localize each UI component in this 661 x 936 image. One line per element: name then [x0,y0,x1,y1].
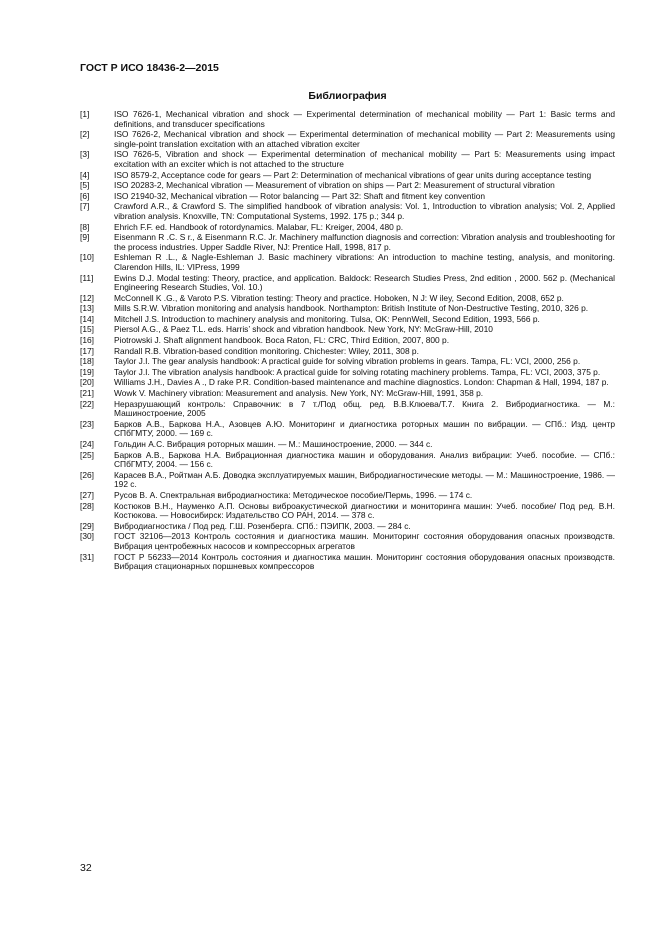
bibliography-entry-text: Ehrich F.F. ed. Handbook of rotordynamics. Malabar, FL: Kreiger, 2004, 480 p. [114,221,404,232]
bibliography-entry-text: Карасев В.А., Ройтман А.Б. Доводка эксплуатируемых машин, Вибродиагностические методы. — М.: Машиностроение, 1986. — 192 с. [114,469,615,490]
bibliography-entry [80,368,615,378]
bibliography-entry-number: [5] [80,180,90,191]
bibliography-entry [80,451,615,470]
bibliography-entry-text: ISO 7626-2, Mechanical vibration and shock — Experimental determination of mechanical mobility — Part 2: Measurements using single-point translation excitation with an attached vibration exciter [114,129,615,149]
bibliography-entry [80,532,615,551]
bibliography-entry-text: Randall R.B. Vibration-based condition monitoring. Chichester: Wiley, 2011, 308 p. [114,345,419,356]
bibliography-entry-number: [18] [80,356,94,367]
bibliography-list [80,110,615,573]
bibliography-entry-text: ISO 7626-5, Vibration and shock — Experimental determination of mechanical mobility — Part 5: Measurements using impact excitation with an exciter which is not attached to the structure [114,149,615,169]
bibliography-entry-text: Eshleman R .L., & Nagle-Eshleman J. Basic machinery vibrations: An introduction to machine testing, analysis, and monitoring. Clarendon Hills, IL: VIPress, 1999 [114,252,615,272]
bibliography-entry-text: Wowk V. Machinery vibration: Measurement and analysis. New York, NY: McGraw-Hill, 1991, 358 p. [114,388,484,399]
bibliography-entry [80,181,615,191]
bibliography-entry-text: Барков А.В., Баркова Н.А. Вибрационная диагностика машин и оборудования. Анализ вибрации: Учеб. пособие. — СПб.: СПбГМТУ, 2004. — 156 с. [114,449,615,470]
bibliography-entry [80,274,615,293]
bibliography-entry [80,389,615,399]
bibliography-entry [80,202,615,221]
bibliography-entry-number: [13] [80,303,94,314]
bibliography-entry-number: [21] [80,388,94,399]
bibliography-entry [80,502,615,521]
bibliography-entry [80,553,615,572]
bibliography-entry [80,130,615,149]
bibliography-entry-number: [11] [80,272,94,283]
bibliography-entry [80,357,615,367]
bibliography-entry [80,420,615,439]
bibliography-entry-text: Eisenmann R .C. S r., & Eisenmann R.C. Jr. Machinery malfunction diagnosis and correction: Vibration analysis and troubleshooting for the process industries. Upper Saddle River, NJ: Prentice Hall, 1998, 817 p. [114,232,615,252]
bibliography-entry-number: [28] [80,500,94,511]
bibliography-entry-number: [15] [80,324,94,335]
bibliography-entry-number: [12] [80,292,94,303]
bibliography-entry-text: Костюков В.Н., Науменко А.П. Основы виброакустической диагностики и мониторинга машин: Учеб. пособие/ Под ред. В.Н. Костюкова. — Новосибирск: Издательство СО РАН, 2014. — 378 с. [114,500,615,521]
bibliography-entry [80,522,615,532]
bibliography-entry [80,192,615,202]
bibliography-entry-number: [22] [80,398,94,409]
bibliography-entry-number: [8] [80,221,90,232]
bibliography-entry-text: Вибродиагностика / Под ред. Г.Ш. Розенберга. СПб.: ПЭИПК, 2003. — 284 с. [114,520,411,531]
bibliography-entry [80,336,615,346]
bibliography-entry-number: [31] [80,551,94,562]
bibliography-entry-text: ISO 20283-2, Mechanical vibration — Measurement of vibration on ships — Part 2: Measurement of structural vibration [114,180,555,191]
bibliography-entry-number: [4] [80,169,90,180]
bibliography-entry-number: [2] [80,129,90,140]
bibliography-entry [80,347,615,357]
bibliography-entry [80,325,615,335]
bibliography-entry-text: ISO 7626-1, Mechanical vibration and shock — Experimental determination of mechanical mobility — Part 1: Basic terms and definitions, and transducer specifications [114,109,615,129]
bibliography-entry-number: [29] [80,520,94,531]
bibliography-entry-number: [30] [80,531,94,542]
bibliography-entry-text: Williams J.H., Davies A ., D rake P.R. Condition-based maintenance and machine diagnostics. London: Chapman & Hall, 1994, 187 p. [114,377,609,388]
bibliography-entry [80,110,615,129]
bibliography-entry-text: Taylor J.I. The vibration analysis handbook: A practical guide for solving rotating machinery problems. Tampa, FL: VCI, 2003, 375 p. [114,366,601,377]
bibliography-entry-number: [17] [80,345,94,356]
bibliography-entry-text: Mills S.R.W. Vibration monitoring and analysis handbook. Northampton: British Institute of Non-Destructive Testing, 2010, 326 p. [114,303,589,314]
bibliography-entry-number: [7] [80,201,90,212]
bibliography-entry-text: Taylor J.I. The gear analysis handbook: A practical guide for solving vibration problems in gears. Tampa, FL: VCI, 2000, 256 p. [114,356,581,367]
bibliography-entry-number: [16] [80,335,94,346]
bibliography-entry [80,233,615,252]
bibliography-entry [80,471,615,490]
bibliography-entry [80,304,615,314]
bibliography-entry-number: [10] [80,252,94,263]
bibliography-entry-text: Русов В. А. Спектральная вибродиагностика: Методическое пособие/Пермь, 1996. — 174 с. [114,489,473,500]
bibliography-entry-text: ГОСТ 32106—2013 Контроль состояния и диагностика машин. Мониторинг состояния оборудования опасных производств. Вибрация центробежных насосов и компрессорных агрегатов [114,531,615,551]
bibliography-entry-number: [1] [80,109,90,119]
bibliography-entry-number: [26] [80,469,94,480]
bibliography-entry-text: Барков А.В., Баркова Н.А., Азовцев А.Ю. Мониторинг и диагностика роторных машин по вибрации. — СПб.: Изд. центр СПбГМТУ, 2000. — 169 с. [114,418,615,439]
bibliography-entry-number: [20] [80,377,94,388]
bibliography-entry-text: Ewins D.J. Modal testing: Theory, practice, and application. Baldock: Research Studies Press, 2nd edition , 2000. 562 p. (Mechanical Engineering Research Studies, Vol. 10.) [114,272,615,293]
bibliography-entry-text: Crawford A.R., & Crawford S. The simplified handbook of vibration analysis: Vol. 1, Introduction to vibration analysis; Vol. 2, Applied vibration analysis. Knoxville, TN: Computational Systems, 1992. 175 p.; 344 p. [114,201,615,221]
bibliography-entry [80,150,615,169]
bibliography-entry-number: [25] [80,449,94,460]
bibliography-entry-text: ISO 8579-2, Acceptance code for gears — Part 2: Determination of mechanical vibrations of gear units during acceptance testing [114,169,592,180]
bibliography-entry [80,294,615,304]
page-number: 32 [80,862,92,874]
bibliography-entry-number: [27] [80,489,94,500]
bibliography-entry-text: ISO 21940-32, Mechanical vibration — Rotor balancing — Part 32: Shaft and fitment key convention [114,190,486,201]
bibliography-entry [80,440,615,450]
bibliography-entry-number: [6] [80,190,90,201]
bibliography-entry-number: [14] [80,313,94,324]
bibliography-entry-text: McConnell K .G., & Varoto P.S. Vibration testing: Theory and practice. Hoboken, N J: W iley, Second Edition, 2008, 652 p. [114,292,564,303]
standard-designation: ГОСТ Р ИСО 18436-2—2015 [80,62,219,74]
bibliography-entry-text: Piersol A.G., & Paez T.L. eds. Harris’ shock and vibration handbook. New York, NY: McGraw-Hill, 2010 [114,324,493,335]
bibliography-entry [80,378,615,388]
bibliography-entry-number: [19] [80,366,94,377]
bibliography-entry [80,253,615,272]
bibliography-entry-number: [24] [80,439,94,449]
bibliography-entry-text: ГОСТ Р 56233—2014 Контроль состояния и диагностика машин. Мониторинг состояния оборудования опасных производств. Вибрация стационарных поршневых компрессоров [114,551,615,572]
bibliography-entry [80,315,615,325]
bibliography-entry-number: [9] [80,232,90,243]
bibliography-entry [80,223,615,233]
bibliography-entry-number: [3] [80,149,90,160]
bibliography-entry-text: Mitchell J.S. Introduction to machinery analysis and monitoring. Tulsa, OK: PennWell, Second Edition, 1993, 566 p. [114,313,540,324]
bibliography-entry-text: Гольдин А.С. Вибрация роторных машин. — М.: Машиностроение, 2000. — 344 с. [114,439,433,449]
bibliography-entry-number: [23] [80,418,94,429]
bibliography-entry-text: Неразрушающий контроль: Справочник: в 7 т./Под общ. ред. В.В.Клюева/Т.7. Книга 2. Вибродиагностика. — М.: Машиностроение, 2005 [114,398,615,419]
bibliography-entry-text: Piotrowski J. Shaft alignment handbook. Boca Raton, FL: CRC, Third Edition, 2007, 800 p. [114,335,450,346]
bibliography-entry [80,171,615,181]
bibliography-entry [80,400,615,419]
bibliography-title: Библиография [308,90,387,102]
bibliography-entry [80,491,615,501]
